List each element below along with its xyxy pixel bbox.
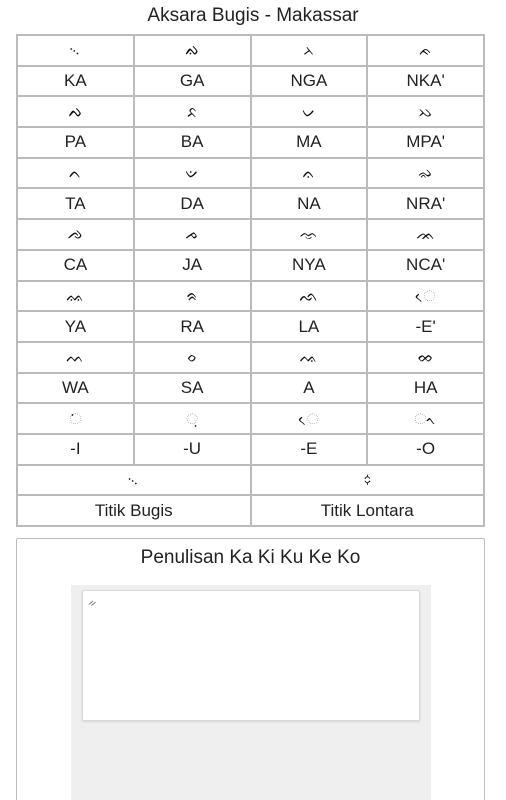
aksara-label: -E [252, 435, 369, 466]
aksara-label: NYA [252, 251, 369, 282]
label-row [18, 128, 485, 159]
aksara-label: A [252, 374, 369, 405]
label-row [18, 67, 485, 98]
aksara-table [16, 34, 485, 527]
aksara-glyph: ᨁ [135, 36, 252, 67]
aksara-glyph: ᨈ [18, 159, 135, 190]
aksara-glyph: ᨙ [252, 404, 369, 435]
aksara-label: HA [368, 374, 485, 405]
aksara-label: LA [252, 312, 369, 343]
aksara-label: MA [252, 128, 369, 159]
aksara-label: SA [135, 374, 252, 405]
label-row [18, 435, 485, 466]
aksara-label: NRA' [368, 189, 485, 220]
aksara-label: KA [18, 67, 135, 98]
aksara-label: NGA [252, 67, 369, 98]
glyph-row [18, 36, 485, 67]
glyph-row [18, 220, 485, 251]
aksara-glyph: ᨃ [368, 36, 485, 67]
aksara-glyph: ᨗ [18, 404, 135, 435]
aksara-label: BA [135, 128, 252, 159]
label-row [18, 189, 485, 220]
aksara-label: -U [135, 435, 252, 466]
label-row [18, 312, 485, 343]
aksara-glyph: ᨑ [135, 282, 252, 313]
label-row [18, 374, 485, 405]
aksara-label: GA [135, 67, 252, 98]
aksara-glyph: ᨇ [368, 97, 485, 128]
aksara-glyph: ᨓ [18, 343, 135, 374]
aksara-glyph: ᨒ [252, 282, 369, 313]
aksara-glyph: ᨔ [135, 343, 252, 374]
aksara-glyph: ᨘ [135, 404, 252, 435]
punctuation-glyph: ᨟ [252, 466, 486, 497]
aksara-label: PA [18, 128, 135, 159]
aksara-glyph: ᨕ [252, 343, 369, 374]
glyph-row [18, 343, 485, 374]
aksara-label: -E' [368, 312, 485, 343]
page-title: Aksara Bugis - Makassar [147, 5, 359, 26]
glyph-row [18, 404, 485, 435]
aksara-label: CA [18, 251, 135, 282]
aksara-glyph: ᨏ [368, 220, 485, 251]
aksara-glyph: ᨌ [18, 220, 135, 251]
aksara-glyph: ᨆ [252, 97, 369, 128]
aksara-glyph: ᨂ [252, 36, 369, 67]
aksara-label: DA [135, 189, 252, 220]
glyph-row [18, 97, 485, 128]
punctuation-glyph-row [18, 466, 485, 497]
aksara-text-input[interactable] [82, 590, 420, 721]
aksara-label: JA [135, 251, 252, 282]
aksara-glyph: ᨄ [18, 97, 135, 128]
aksara-glyph: ᨋ [368, 159, 485, 190]
aksara-label: MPA' [368, 128, 485, 159]
aksara-glyph: ᨐ [18, 282, 135, 313]
aksara-label: NCA' [368, 251, 485, 282]
aksara-glyph: ᨍ [135, 220, 252, 251]
aksara-label: NA [252, 189, 369, 220]
aksara-label: TA [18, 189, 135, 220]
punctuation-label-row [18, 496, 485, 527]
aksara-glyph: ᨎ [252, 220, 369, 251]
aksara-glyph: ᨊ [252, 159, 369, 190]
aksara-label: RA [135, 312, 252, 343]
aksara-label: YA [18, 312, 135, 343]
aksara-label: WA [18, 374, 135, 405]
input-area [71, 585, 431, 800]
aksara-label: -O [368, 435, 485, 466]
aksara-glyph: ᨅ [135, 97, 252, 128]
aksara-glyph: ᨖ [368, 343, 485, 374]
glyph-row [18, 282, 485, 313]
aksara-glyph: ᨚ [368, 404, 485, 435]
writing-panel [16, 538, 485, 800]
aksara-glyph: ᨞ [18, 36, 135, 67]
aksara-glyph: ᨉ [135, 159, 252, 190]
punctuation-glyph: ᨞ [18, 466, 252, 497]
aksara-label: NKA' [368, 67, 485, 98]
punctuation-label: Titik Bugis [18, 496, 252, 527]
label-row [18, 251, 485, 282]
glyph-row [18, 159, 485, 190]
aksara-label: -I [18, 435, 135, 466]
aksara-glyph: ᨙ [368, 282, 485, 313]
panel-title: Penulisan Ka Ki Ku Ke Ko [140, 547, 361, 568]
punctuation-label: Titik Lontara [252, 496, 486, 527]
